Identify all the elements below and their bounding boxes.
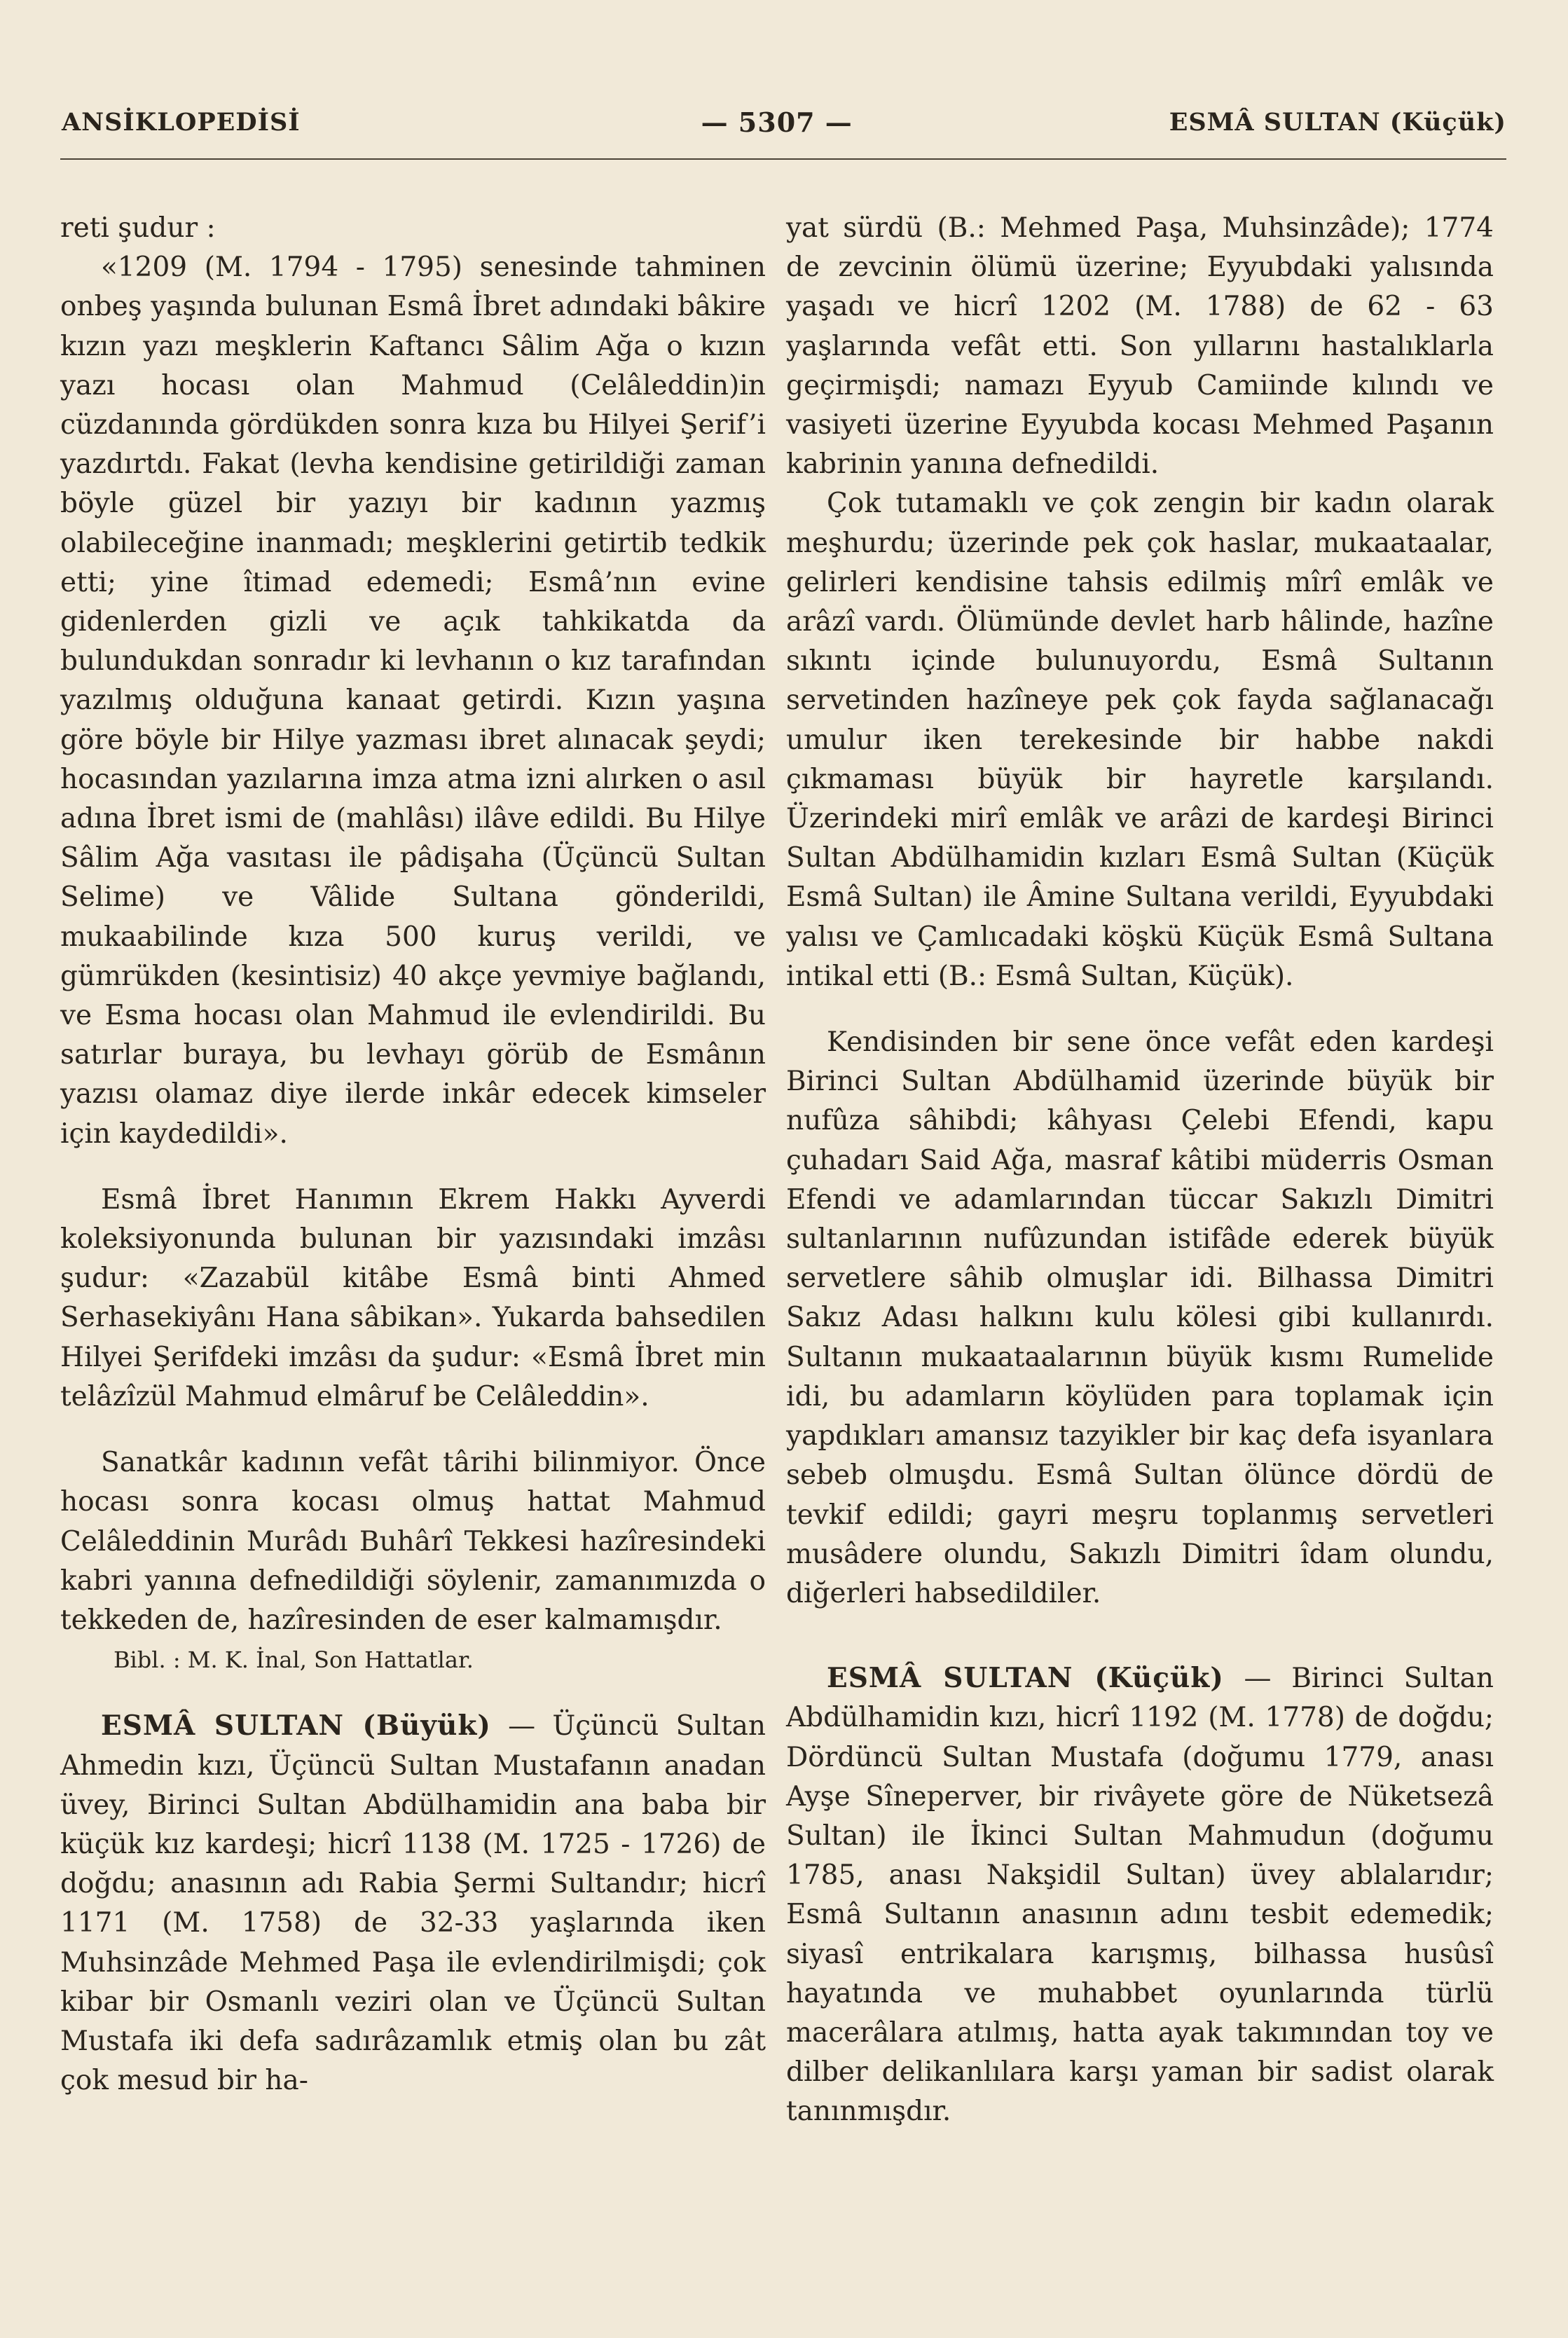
spacer: [786, 996, 1494, 1023]
page-number: — 5307 —: [701, 106, 853, 138]
spacer: [60, 1417, 766, 1443]
right-column: [786, 209, 1494, 2132]
paragraph: «1209 (M. 1794 - 1795) senesinde tahminen onbeş yaşında bulunan Esmâ İbret adındaki bâkire kızın yazı meşklerin Kaftancı Sâlim Ağa o kızın yazı hocası olan Mahmud (Celâleddin)in cüzdanında gördükden sonra kıza bu Hilyei Şerif’i yazdırtdı. Fakat (levha kendisine getirildiği zaman böyle güzel bir yazıyı bir kadının yazmış olabileceğine inanmadı; meşklerini getirtib tedkik etti; yine îtimad edemedi; Esmâ’nın evine gidenlerden gizli ve açık tahkikatda da bulundukdan sonradır ki levhanın o kız tarafından yazılmış olduğuna kanaat getirdi. Kızın yaşına göre böyle bir Hilye yazması ibret alınacak şeydi; hocasından yazılarına imza atma izni alırken o asıl adına İbret ismi de (mahlâsı) ilâve edildi. Bu Hilye Sâlim Ağa vasıtası ile pâdişaha (Üçüncü Sultan Selime) ve Vâlide Sultana gönderildi, mukaabilinde kıza 500 kuruş verildi, ve gümrükden (kesintisiz) 40 akçe yevmiye bağlandı, ve Esma hocası olan Mahmud ile evlendirildi. Bu satırlar buraya, bu levhayı görüb de Esmânın yazısı olamaz diye ilerde inkâr edecek kimseler için kaydedildi».: [60, 252, 766, 1150]
bibliography: Bibl. : M. K. İnal, Son Hattatlar.: [114, 1646, 474, 1674]
paragraph: yat sürdü (B.: Mehmed Paşa, Muhsinzâde); 1774 de zevcinin ölümü üzerine; Eyyubdaki yalısında yaşadı ve hicrî 1202 (M. 1788) de 62 - 63 yaşlarında vefât etti. Son yıllarını hastalıklarla geçirmişdi; namazı Eyyub Camiinde kılındı ve vasiyeti üzerine Eyyubda kocası Mehmed Paşanın kabrinin yanına defnedildi.: [786, 212, 1494, 481]
paragraph: Çok tutamaklı ve çok zengin bir kadın olarak meşhurdu; üzerinde pek çok haslar, mukaataalar, gelirleri kendisine tahsis edilmiş mîrî emlâk ve arâzî vardı. Ölümünde devlet harb hâlinde, hazîne sıkıntı içinde bulunuyordu, Esmâ Sultanın servetinden hazîneye pek çok fayda sağlanacağı umulur iken terekesinde bir habbe nakdi çıkmaması büyük bir hayretle karşılandı. Üzerindeki mirî emlâk ve arâzi de kardeşi Birinci Sultan Abdülhamidin kızları Esmâ Sultan (Küçük Esmâ Sultan) ile Âmine Sultana verildi, Eyyubdaki yalısı ve Çamlıcadaki köşkü Küçük Esmâ Sultana intikal etti (B.: Esmâ Sultan, Küçük).: [786, 488, 1494, 992]
paragraph: reti şudur :: [60, 212, 216, 244]
entry-title: ESMÂ SULTAN (Büyük): [101, 1710, 491, 1742]
header-rule: [60, 158, 1506, 160]
paragraph: Esmâ İbret Hanımın Ekrem Hakkı Ayverdi koleksiyonunda bulunan bir yazısındaki imzâsı şudur: «Zazabül kitâbe Esmâ binti Ahmed Serhasekiyânı Hana sâbikan». Yukarda bahsedilen Hilyei Şerifdeki imzâsı da şudur: «Esmâ İbret min telâzîzül Mahmud elmâruf be Celâleddin».: [60, 1183, 766, 1412]
running-head-left: ANSİKLOPEDİSİ: [62, 107, 301, 137]
running-head: [62, 104, 1506, 140]
entry-esma-sultan-buyuk: [60, 1706, 766, 2100]
entry-text: — Üçüncü Sultan Ahmedin kızı, Üçüncü Sultan Mustafanın anadan üvey, Birinci Sultan Abdülhamidin ana baba bir küçük kız kardeşi; hicrî 1138 (M. 1725 - 1726) de doğdu; anasının adı Rabia Şermi Sultandır; hicrî 1171 (M. 1758) de 32-33 yaşlarında iken Muhsinzâde Mehmed Paşa ile evlendirilmişdi; çok kibar bir Osmanlı veziri olan ve Üçüncü Sultan Mustafa iki defa sadırâzamlık etmiş olan bu zât çok mesud bir ha-: [60, 1710, 766, 2097]
spacer: [60, 1679, 766, 1706]
spacer: [60, 1154, 766, 1181]
entry-title: ESMÂ SULTAN (Küçük): [827, 1662, 1224, 1695]
left-column: [60, 209, 766, 2100]
paragraph: Kendisinden bir sene önce vefât eden kardeşi Birinci Sultan Abdülhamid üzerinde büyük bir nufûza sâhibdi; kâhyası Çelebi Efendi, kapu çuhadarı Said Ağa, masraf kâtibi müderris Osman Efendi ve adamlarından tüccar Sakızlı Dimitri sultanlarının nufûzundan istifâde ederek büyük servetlere sâhib olmuşlar idi. Bilhassa Dimitri Sakız Adası halkını kulu kölesi gibi kullanırdı. Sultanın mukaataalarının büyük kısmı Rumelide idi, bu adamların köylüden para toplamak için yapdıkları amansız tazyikler bir kaç defa isyanlara sebeb olmuşdu. Esmâ Sultan ölünce dördü de tevkif edildi; gayri meşru toplanmış servetleri musâdere olundu, Sakızlı Dimitri îdam olundu, diğerleri habsedildiler.: [786, 1026, 1494, 1609]
spacer: [786, 1614, 1494, 1658]
entry-text: — Birinci Sultan Abdülhamidin kızı, hicrî 1192 (M. 1778) de doğdu; Dördüncü Sultan Mustafa (doğumu 1779, anası Ayşe Sîneperver, bir rivâyete göre de Nüketsezâ Sultan) ile İkinci Sultan Mahmudun (doğumu 1785, anası Nakşidil Sultan) üvey ablalarıdır; Esmâ Sultanın anasının adını tesbit edemedik; siyasî entrikalara karışmış, bilhassa husûsî hayatında ve muhabbet oyunlarında türlü macerâlara atılmış, hatta ayak takımından toy ve dilber delikanlılara karşı yaman bir sadist olarak tanınmışdır.: [786, 1663, 1494, 2128]
entry-esma-sultan-kucuk: [786, 1658, 1494, 2131]
running-head-right: ESMÂ SULTAN (Küçük): [1169, 107, 1506, 137]
paragraph: Sanatkâr kadının vefât târihi bilinmiyor. Önce hocası sonra kocası olmuş hattat Mahmud Celâleddinin Murâdı Buhârî Tekkesi hazîresindeki kabri yanına defnedildiği söylenir, zamanımızda o tekkeden de, hazîresinden de eser kalmamışdır.: [60, 1447, 766, 1636]
